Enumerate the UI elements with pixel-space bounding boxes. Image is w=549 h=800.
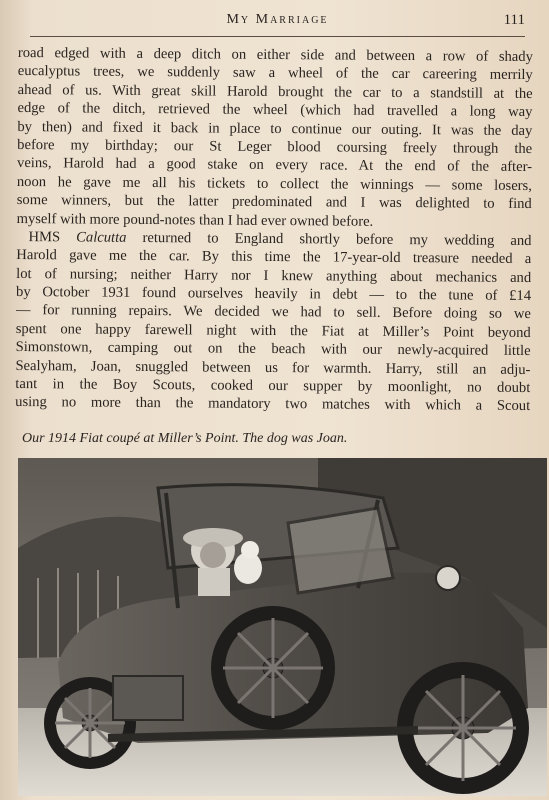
text-line: noon he gave me all his tickets to collect the winnings — some losers,	[16, 173, 532, 194]
text-line: spent one happy farewell night with the Fiat at Miller’s Point beyond	[15, 320, 531, 341]
text-line: Simonstown, camping out on the beach with our newly-acquired little	[15, 339, 531, 360]
text-line: by October 1931 found ourselves heavily in debt — to the tune of £14	[15, 284, 532, 305]
photo-caption: Our 1914 Fiat coupé at Miller’s Point. The dog was Joan.	[22, 431, 348, 446]
car-photograph	[18, 458, 547, 796]
text-line: myself with more pound-notes than I had ever owned before.	[16, 210, 374, 230]
text-line: using no more than the mandatory two matches with which a Scout	[15, 394, 531, 415]
text-line: some winners, but the latter predominated and I was delighted to find	[16, 192, 532, 213]
running-title: My Marriage	[226, 12, 329, 27]
text-line: edge of the ditch, retrieved the wheel (which had travelled a long way	[17, 100, 533, 121]
text-line: Harold gave me the car. By this time the 17-year-old treasure needed a	[16, 247, 532, 268]
text-line: before my birthday; our St Leger blood coursing freely through the	[17, 136, 533, 157]
paragraph-2	[15, 228, 531, 416]
text-line: tant in the Boy Scouts, cooked our supper by moonlight, no doubt	[15, 376, 531, 397]
ship-name: Calcutta	[76, 229, 127, 246]
text-line: eucalyptus trees, we suddenly saw a wheel of the car careering merrily	[17, 63, 533, 84]
text-line: — for running repairs. We decided we had to sell. Before doing so we	[15, 302, 531, 323]
paragraph-1	[17, 44, 533, 232]
text-line: veins, Harold had a good stake on every race. At the end of the after-	[16, 155, 533, 176]
text-line: by then) and fixed it back in place to continue our outing. It was the day	[17, 118, 533, 139]
body-text	[15, 44, 533, 416]
page-number: 111	[503, 12, 525, 28]
text-fragment: returned to England shortly before my wedding and	[126, 229, 532, 249]
text-line: lot of nursing; neither Harry nor I knew anything about mechanics and	[16, 265, 532, 286]
page-header	[30, 6, 525, 37]
text-line: road edged with a deep ditch on either side and between a row of shady	[17, 44, 533, 66]
text-line: Sealyham, Joan, snuggled between us for warmth. Harry, still an adju-	[15, 357, 531, 378]
text-line: ahead of us. With great skill Harold brought the car to a standstill at the	[17, 81, 533, 102]
text-fragment: HMS	[28, 228, 77, 246]
